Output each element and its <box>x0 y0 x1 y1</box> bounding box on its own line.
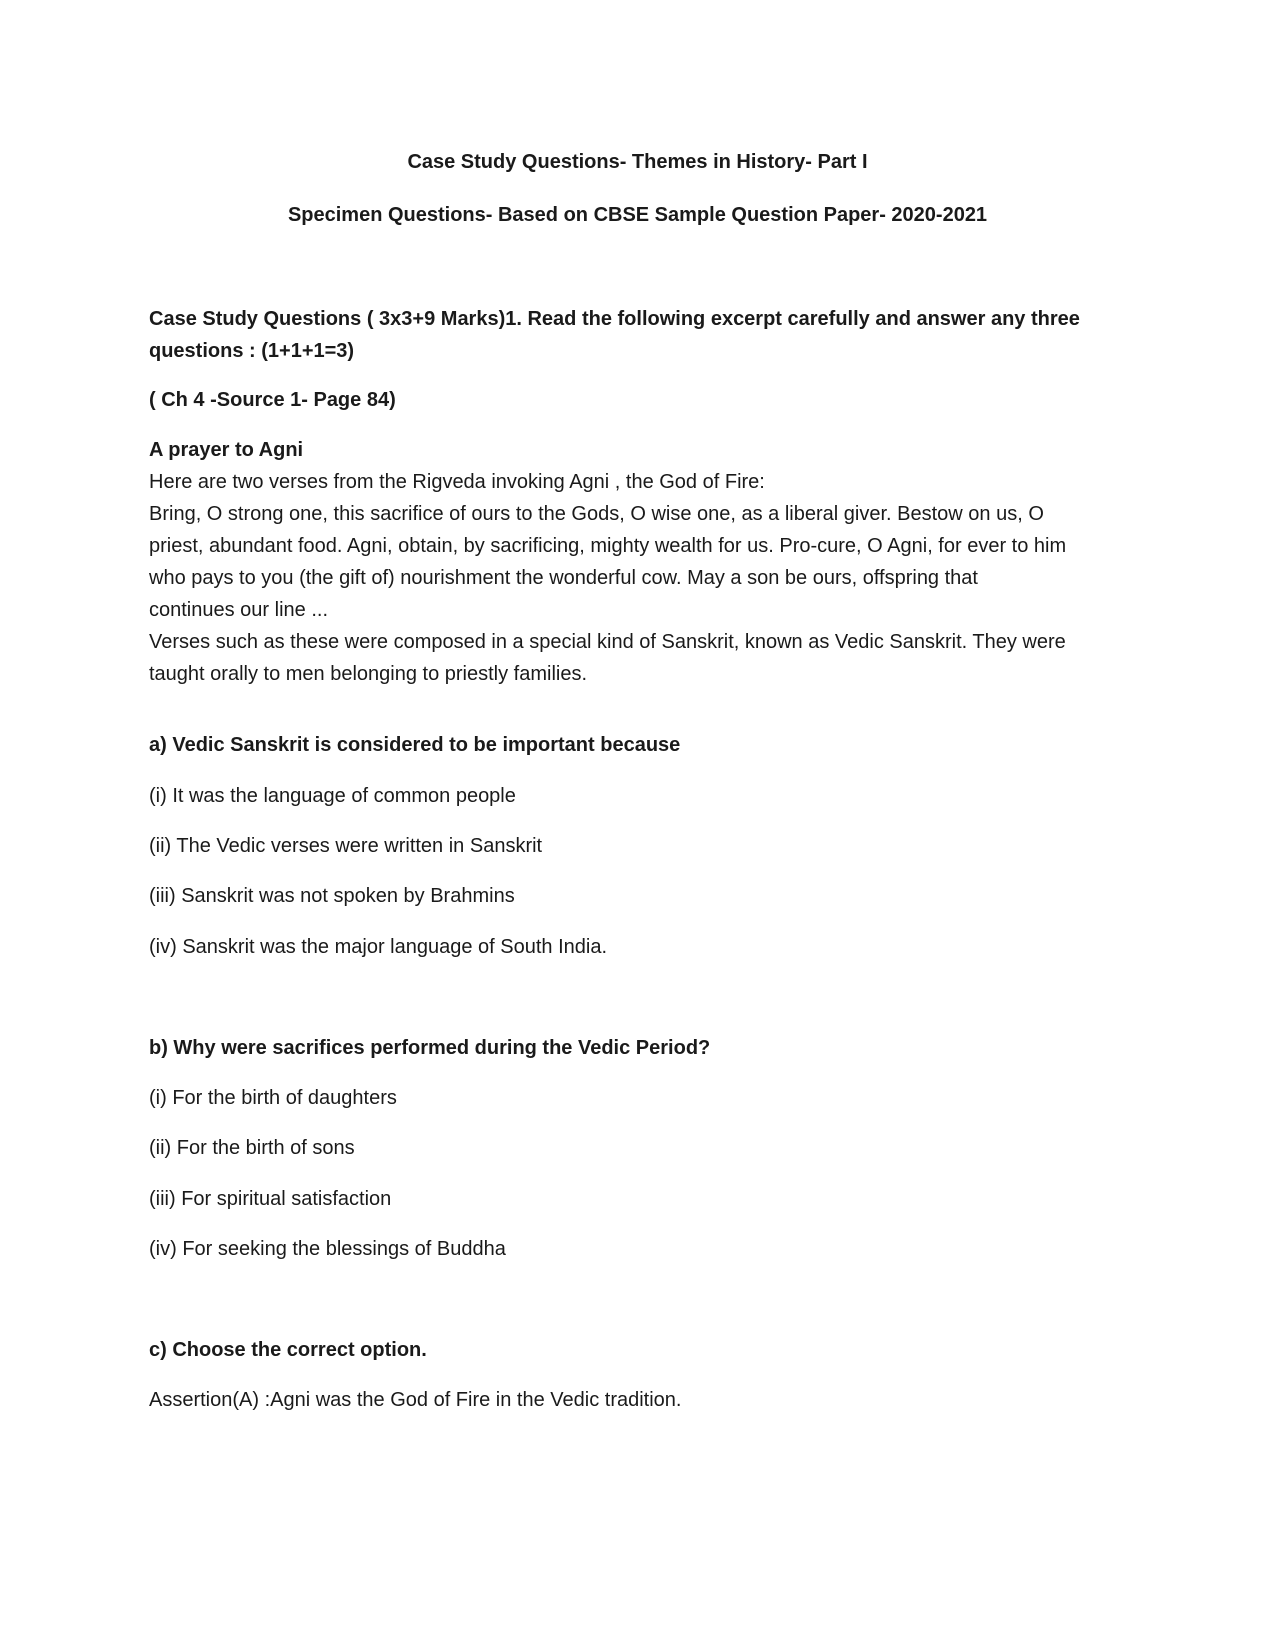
excerpt-heading: A prayer to Agni <box>149 439 304 461</box>
source-reference: ( Ch 4 -Source 1- Page 84) <box>149 389 396 411</box>
instructions <box>149 303 1134 367</box>
question-a-prompt: a) Vedic Sanskrit is considered to be important because <box>149 734 681 756</box>
question-a-option: (iii) Sanskrit was not spoken by Brahmins <box>149 885 515 907</box>
question-b-option: (iv) For seeking the blessings of Buddha <box>149 1238 506 1260</box>
excerpt-line: Here are two verses from the Rigveda invoking Agni , the God of Fire: <box>149 471 765 493</box>
question-b-option: (iii) For spiritual satisfaction <box>149 1188 392 1210</box>
document-subtitle: Specimen Questions- Based on CBSE Sample Question Paper- 2020-2021 <box>287 204 988 226</box>
excerpt-line: taught orally to men belonging to priestly families. <box>149 663 588 685</box>
question-b-option: (i) For the birth of daughters <box>149 1087 397 1109</box>
excerpt-line: who pays to you (the gift of) nourishment the wonderful cow. May a son be ours, offspring that <box>149 567 978 589</box>
excerpt-line: Bring, O strong one, this sacrifice of ours to the Gods, O wise one, as a liberal giver. Bestow on us, O <box>149 503 1044 525</box>
instructions-line: questions : (1+1+1=3) <box>149 340 355 362</box>
excerpt-line: Verses such as these were composed in a special kind of Sanskrit, known as Vedic Sanskrit. They were <box>149 631 1066 653</box>
question-a-option: (iv) Sanskrit was the major language of South India. <box>149 936 608 958</box>
excerpt-line: priest, abundant food. Agni, obtain, by sacrificing, mighty wealth for us. Pro-cure, O Agni, for ever to him <box>149 535 1067 557</box>
document-title: Case Study Questions- Themes in History- Part I <box>407 151 868 173</box>
question-b-option: (ii) For the birth of sons <box>149 1137 355 1159</box>
question-b-prompt: b) Why were sacrifices performed during the Vedic Period? <box>149 1037 711 1059</box>
excerpt-line: continues our line ... <box>149 599 328 621</box>
question-a-option: (ii) The Vedic verses were written in Sanskrit <box>149 835 543 857</box>
question-c-prompt: c) Choose the correct option. <box>149 1339 427 1361</box>
instructions-line: Case Study Questions ( 3x3+9 Marks)1. Read the following excerpt carefully and answer any three <box>149 308 1080 330</box>
excerpt <box>149 434 1134 690</box>
question-a-option: (i) It was the language of common people <box>149 785 516 807</box>
question-c-assertion: Assertion(A) :Agni was the God of Fire in the Vedic tradition. <box>149 1389 682 1411</box>
